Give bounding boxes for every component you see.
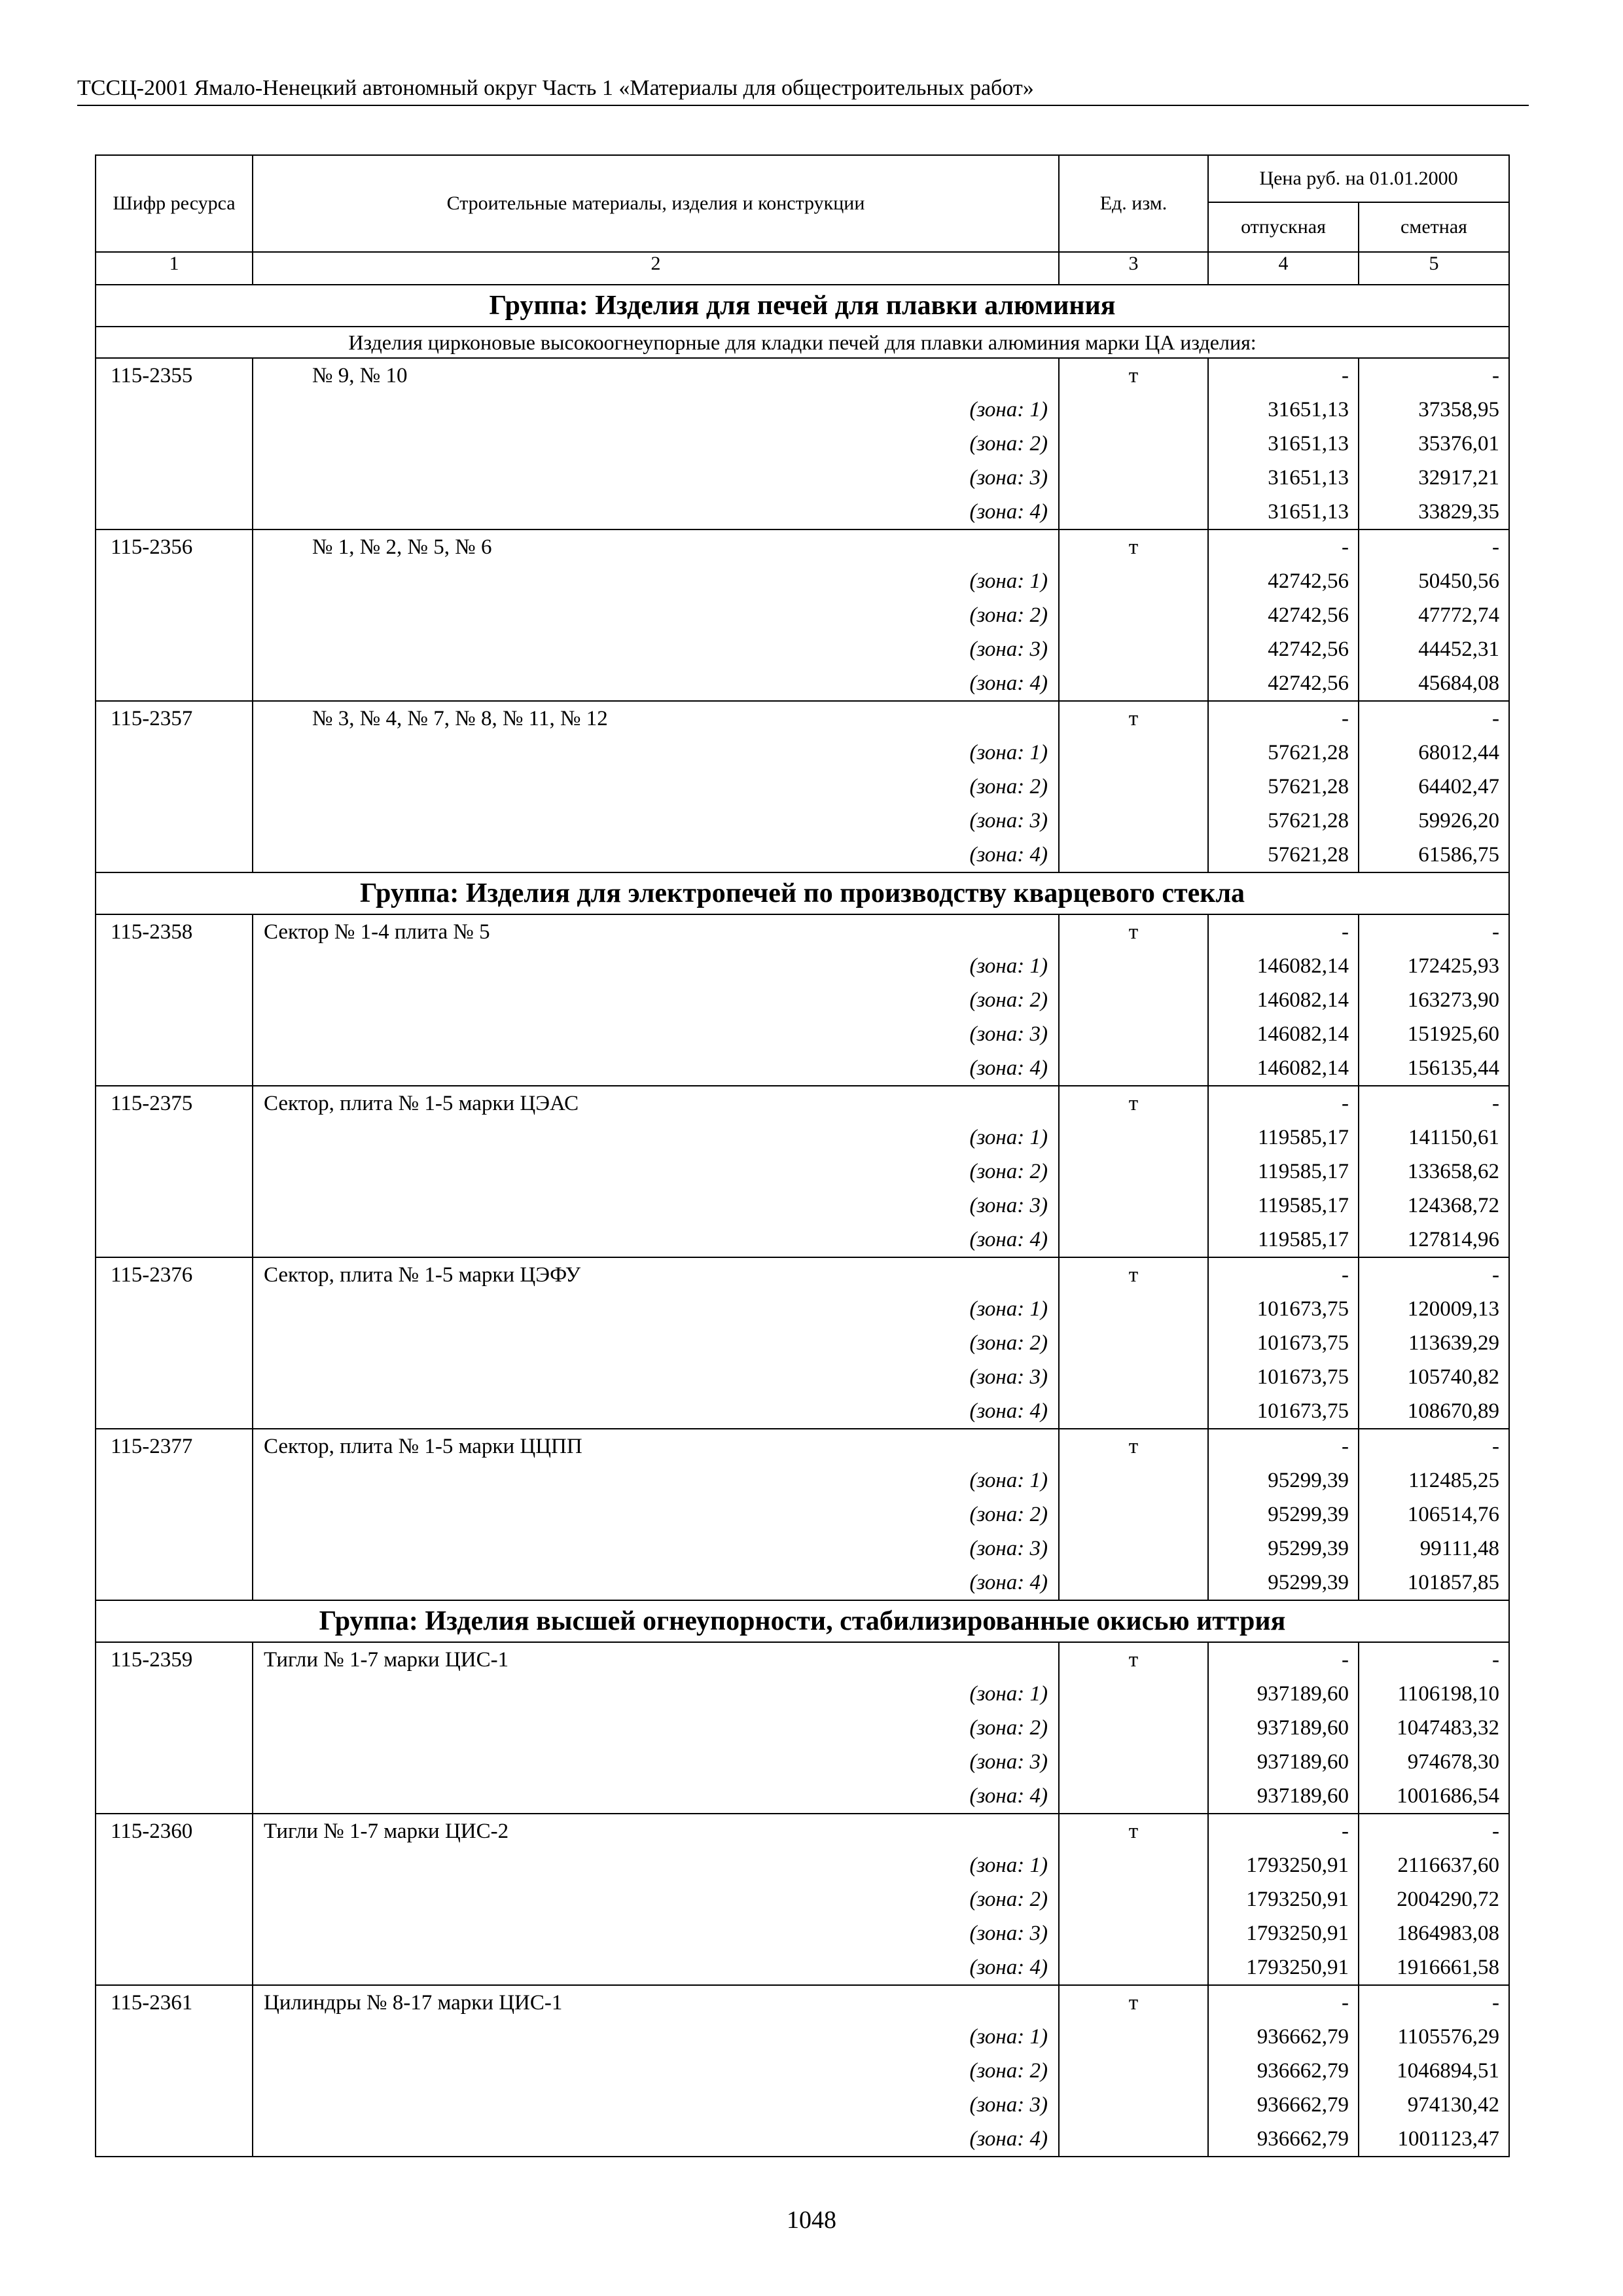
zone-label: (зона: 1) [969,1126,1048,1149]
release-price: 936662,79 [1257,2025,1349,2049]
material-name-cell [253,1642,1059,1814]
estimate-price-cell [1359,1086,1509,1257]
unit: т [1128,1820,1139,1843]
estimate-price: 1001123,47 [1397,2127,1500,2151]
estimate-price-cell [1359,1257,1509,1429]
unit: т [1128,1263,1139,1287]
zone-label: (зона: 3) [969,1750,1048,1774]
material-name: Сектор, плита № 1-5 марки ЦЦПП [264,1435,582,1458]
release-price: 57621,28 [1268,775,1349,798]
zone-label: (зона: 4) [969,1228,1048,1251]
release-price: 146082,14 [1257,988,1349,1012]
resource-code: 115-2361 [111,1991,193,2015]
zone-label: (зона: 4) [969,1056,1048,1080]
resource-code-cell [96,1429,253,1600]
resource-code: 115-2357 [111,707,193,730]
group-title: Группа: Изделия для электропечей по производству кварцевого стекла [96,872,1509,914]
material-name-cell [253,914,1059,1086]
resource-code: 115-2358 [111,920,193,944]
release-price: 937189,60 [1257,1682,1349,1706]
material-name-cell [253,1814,1059,1985]
header-price: Цена руб. на 01.01.2000 [1208,155,1509,202]
release-price-cell [1208,1429,1359,1600]
zone-label: (зона: 3) [969,1194,1048,1217]
estimate-price: 1046894,51 [1397,2059,1500,2083]
header-unit: Ед. изм. [1059,155,1208,252]
release-price: 31651,13 [1268,398,1349,422]
material-name: № 9, № 10 [312,364,408,387]
table-row [96,1086,1509,1257]
estimate-price: 61586,75 [1418,843,1500,867]
resource-code: 115-2376 [111,1263,193,1287]
estimate-price-cell [1359,701,1509,872]
release-price: 57621,28 [1268,809,1349,833]
unit-cell [1059,1086,1208,1257]
unit: т [1128,1991,1139,2015]
estimate-price: 124368,72 [1407,1194,1500,1217]
release-price: 31651,13 [1268,466,1349,490]
material-name: Сектор, плита № 1-5 марки ЦЭФУ [264,1263,581,1287]
material-name-cell [253,1429,1059,1600]
release-price-cell [1208,701,1359,872]
release-price: 95299,39 [1268,1571,1349,1594]
resource-code-cell [96,1985,253,2157]
resource-code: 115-2375 [111,1092,193,1115]
release-price: 146082,14 [1257,1056,1349,1080]
resource-code: 115-2355 [111,364,193,387]
column-number: 1 [96,252,253,285]
estimate-price: 64402,47 [1418,775,1500,798]
material-name: № 3, № 4, № 7, № 8, № 11, № 12 [312,707,608,730]
release-price-cell [1208,1086,1359,1257]
zone-label: (зона: 3) [969,637,1048,661]
material-name-cell [253,1257,1059,1429]
material-name-cell [253,1086,1059,1257]
estimate-price: 1001686,54 [1397,1784,1500,1808]
release-price: 95299,39 [1268,1469,1349,1492]
header-release-price: отпускная [1208,202,1359,252]
release-price: - [1342,535,1349,559]
release-price: 936662,79 [1257,2093,1349,2117]
unit-cell [1059,1814,1208,1985]
release-price: 937189,60 [1257,1784,1349,1808]
group-title: Группа: Изделия для печей для плавки алюминия [96,285,1509,327]
release-price: 31651,13 [1268,500,1349,524]
group-row [96,1600,1509,1642]
zone-label: (зона: 1) [969,1297,1048,1321]
material-name-cell [253,529,1059,701]
estimate-price: - [1492,707,1500,730]
zone-label: (зона: 2) [969,2059,1048,2083]
release-price-cell [1208,529,1359,701]
price-table-body [96,155,1509,2157]
estimate-price-cell [1359,914,1509,1086]
zone-label: (зона: 3) [969,2093,1048,2117]
resource-code-cell [96,358,253,529]
column-number: 5 [1359,252,1509,285]
estimate-price: 127814,96 [1407,1228,1500,1251]
release-price-cell [1208,914,1359,1086]
table-row [96,1814,1509,1985]
zone-label: (зона: 4) [969,843,1048,867]
resource-code-cell [96,1086,253,1257]
zone-label: (зона: 4) [969,2127,1048,2151]
release-price: - [1342,1435,1349,1458]
estimate-price: 156135,44 [1407,1056,1500,1080]
resource-code: 115-2359 [111,1648,193,1672]
resource-code: 115-2356 [111,535,193,559]
table-row [96,1429,1509,1600]
zone-label: (зона: 1) [969,954,1048,978]
release-price: - [1342,364,1349,387]
unit-cell [1059,1642,1208,1814]
release-price: - [1342,1991,1349,2015]
estimate-price: 45684,08 [1418,672,1500,695]
zone-label: (зона: 4) [969,500,1048,524]
release-price: - [1342,1263,1349,1287]
release-price: 1793250,91 [1246,1854,1349,1877]
estimate-price: 105740,82 [1407,1365,1500,1389]
release-price-cell [1208,1985,1359,2157]
estimate-price: - [1492,1263,1500,1287]
table-row [96,1257,1509,1429]
estimate-price: 163273,90 [1407,988,1500,1012]
zone-label: (зона: 2) [969,988,1048,1012]
release-price: 42742,56 [1268,569,1349,593]
release-price-cell [1208,1814,1359,1985]
estimate-price-cell [1359,1429,1509,1600]
estimate-price: 101857,85 [1407,1571,1500,1594]
estimate-price-cell [1359,1642,1509,1814]
release-price: 42742,56 [1268,672,1349,695]
release-price: 57621,28 [1268,843,1349,867]
zone-label: (зона: 2) [969,1331,1048,1355]
subgroup-row [96,327,1509,358]
zone-label: (зона: 1) [969,741,1048,764]
table-row [96,358,1509,529]
zone-label: (зона: 3) [969,1022,1048,1046]
estimate-price: 112485,25 [1408,1469,1500,1492]
estimate-price: 37358,95 [1418,398,1500,422]
price-table [95,154,1510,2157]
zone-label: (зона: 3) [969,1365,1048,1389]
zone-label: (зона: 4) [969,1784,1048,1808]
release-price: 101673,75 [1257,1331,1349,1355]
estimate-price-cell [1359,1814,1509,1985]
zone-label: (зона: 2) [969,603,1048,627]
group-row [96,285,1509,327]
estimate-price: 1047483,32 [1397,1716,1500,1740]
release-price: - [1342,920,1349,944]
group-title: Группа: Изделия высшей огнеупорности, стабилизированные окисью иттрия [96,1600,1509,1642]
zone-label: (зона: 2) [969,1716,1048,1740]
release-price: 101673,75 [1257,1399,1349,1423]
zone-label: (зона: 4) [969,1399,1048,1423]
estimate-price: 1916661,58 [1397,1956,1500,1979]
material-name-cell [253,1985,1059,2157]
zone-label: (зона: 1) [969,2025,1048,2049]
release-price: 146082,14 [1257,1022,1349,1046]
estimate-price: - [1492,1435,1500,1458]
estimate-price: 172425,93 [1407,954,1500,978]
resource-code-cell [96,1814,253,1985]
column-number: 4 [1208,252,1359,285]
release-price: 57621,28 [1268,741,1349,764]
material-name-cell [253,358,1059,529]
zone-label: (зона: 2) [969,432,1048,456]
estimate-price: 141150,61 [1408,1126,1500,1149]
unit-cell [1059,1985,1208,2157]
zone-label: (зона: 2) [969,775,1048,798]
release-price: 119585,17 [1257,1160,1349,1183]
zone-label: (зона: 2) [969,1160,1048,1183]
estimate-price: 35376,01 [1418,432,1500,456]
table-row [96,914,1509,1086]
header-name: Строительные материалы, изделия и конструкции [253,155,1059,252]
zone-label: (зона: 1) [969,569,1048,593]
zone-label: (зона: 1) [969,1469,1048,1492]
estimate-price-cell [1359,529,1509,701]
estimate-price: 113639,29 [1408,1331,1500,1355]
release-price: 119585,17 [1257,1228,1349,1251]
estimate-price: 1105576,29 [1397,2025,1500,2049]
zone-label: (зона: 3) [969,1537,1048,1560]
unit-cell [1059,1257,1208,1429]
estimate-price: 974678,30 [1407,1750,1500,1774]
column-number: 3 [1059,252,1208,285]
estimate-price: 50450,56 [1418,569,1500,593]
zone-label: (зона: 2) [969,1888,1048,1911]
release-price: 937189,60 [1257,1750,1349,1774]
estimate-price: 44452,31 [1418,637,1500,661]
release-price: 95299,39 [1268,1503,1349,1526]
resource-code-cell [96,529,253,701]
estimate-price: - [1492,1991,1500,2015]
release-price: 146082,14 [1257,954,1349,978]
release-price: 119585,17 [1257,1126,1349,1149]
estimate-price: 108670,89 [1407,1399,1500,1423]
estimate-price-cell [1359,1985,1509,2157]
material-name: № 1, № 2, № 5, № 6 [312,535,492,559]
table-row [96,1642,1509,1814]
release-price: - [1342,1820,1349,1843]
estimate-price: 974130,42 [1407,2093,1500,2117]
table-row [96,701,1509,872]
resource-code-cell [96,914,253,1086]
release-price: 936662,79 [1257,2059,1349,2083]
estimate-price: 1864983,08 [1397,1922,1500,1945]
resource-code: 115-2377 [111,1435,193,1458]
unit-cell [1059,529,1208,701]
group-row [96,872,1509,914]
estimate-price: 133658,62 [1407,1160,1500,1183]
estimate-price: - [1492,364,1500,387]
unit: т [1128,364,1139,387]
release-price: 936662,79 [1257,2127,1349,2151]
zone-label: (зона: 4) [969,1956,1048,1979]
material-name: Цилиндры № 8-17 марки ЦИС-1 [264,1991,563,2015]
estimate-price: 151925,60 [1407,1022,1500,1046]
zone-label: (зона: 3) [969,1922,1048,1945]
release-price: 95299,39 [1268,1537,1349,1560]
release-price: 937189,60 [1257,1716,1349,1740]
estimate-price: - [1492,1648,1500,1672]
estimate-price: 68012,44 [1418,741,1500,764]
estimate-price: 2116637,60 [1397,1854,1500,1877]
unit-cell [1059,358,1208,529]
estimate-price: 47772,74 [1418,603,1500,627]
estimate-price: - [1492,535,1500,559]
column-number: 2 [253,252,1059,285]
resource-code-cell [96,701,253,872]
zone-label: (зона: 3) [969,466,1048,490]
release-price: 42742,56 [1268,603,1349,627]
estimate-price: 99111,48 [1419,1537,1500,1560]
release-price-cell [1208,358,1359,529]
release-price-cell [1208,1642,1359,1814]
estimate-price: - [1492,1820,1500,1843]
unit-cell [1059,914,1208,1086]
estimate-price: 106514,76 [1407,1503,1500,1526]
material-name: Сектор № 1-4 плита № 5 [264,920,490,944]
release-price: 31651,13 [1268,432,1349,456]
resource-code-cell [96,1257,253,1429]
zone-label: (зона: 4) [969,1571,1048,1594]
unit-cell [1059,1429,1208,1600]
release-price-cell [1208,1257,1359,1429]
zone-label: (зона: 1) [969,1682,1048,1706]
zone-label: (зона: 1) [969,398,1048,422]
estimate-price: 2004290,72 [1397,1888,1500,1911]
material-name: Тигли № 1-7 марки ЦИС-2 [264,1820,509,1843]
material-name-cell [253,701,1059,872]
zone-label: (зона: 2) [969,1503,1048,1526]
page-number: 1048 [787,2206,836,2234]
release-price: 101673,75 [1257,1365,1349,1389]
unit: т [1128,707,1139,730]
release-price: 1793250,91 [1246,1888,1349,1911]
unit: т [1128,1648,1139,1672]
unit: т [1128,920,1139,944]
estimate-price: - [1492,1092,1500,1115]
header-rule [77,105,1529,106]
material-name: Сектор, плита № 1-5 марки ЦЭАС [264,1092,579,1115]
estimate-price-cell [1359,358,1509,529]
estimate-price: 120009,13 [1407,1297,1500,1321]
release-price: 119585,17 [1257,1194,1349,1217]
resource-code-cell [96,1642,253,1814]
resource-code: 115-2360 [111,1820,193,1843]
release-price: 1793250,91 [1246,1956,1349,1979]
header-code: Шифр ресурса [96,155,253,252]
zone-label: (зона: 4) [969,672,1048,695]
estimate-price: 32917,21 [1418,466,1500,490]
unit-cell [1059,701,1208,872]
table-row [96,529,1509,701]
zone-label: (зона: 3) [969,809,1048,833]
estimate-price: 1106198,10 [1397,1682,1500,1706]
release-price: 1793250,91 [1246,1922,1349,1945]
zone-label: (зона: 1) [969,1854,1048,1877]
subgroup-title: Изделия цирконовые высокоогнеупорные для кладки печей для плавки алюминия марки ЦА изделия: [96,327,1509,358]
unit: т [1128,535,1139,559]
unit: т [1128,1092,1139,1115]
page-header: ТССЦ-2001 Ямало-Ненецкий автономный округ Часть 1 «Материалы для общестроительных работ» [77,76,1034,100]
table-row [96,1985,1509,2157]
estimate-price: 59926,20 [1418,809,1500,833]
header-estimate-price: сметная [1359,202,1509,252]
release-price: - [1342,1648,1349,1672]
estimate-price: 33829,35 [1418,500,1500,524]
release-price: 101673,75 [1257,1297,1349,1321]
release-price: - [1342,707,1349,730]
estimate-price: - [1492,920,1500,944]
material-name: Тигли № 1-7 марки ЦИС-1 [264,1648,509,1672]
unit: т [1128,1435,1139,1458]
release-price: - [1342,1092,1349,1115]
release-price: 42742,56 [1268,637,1349,661]
